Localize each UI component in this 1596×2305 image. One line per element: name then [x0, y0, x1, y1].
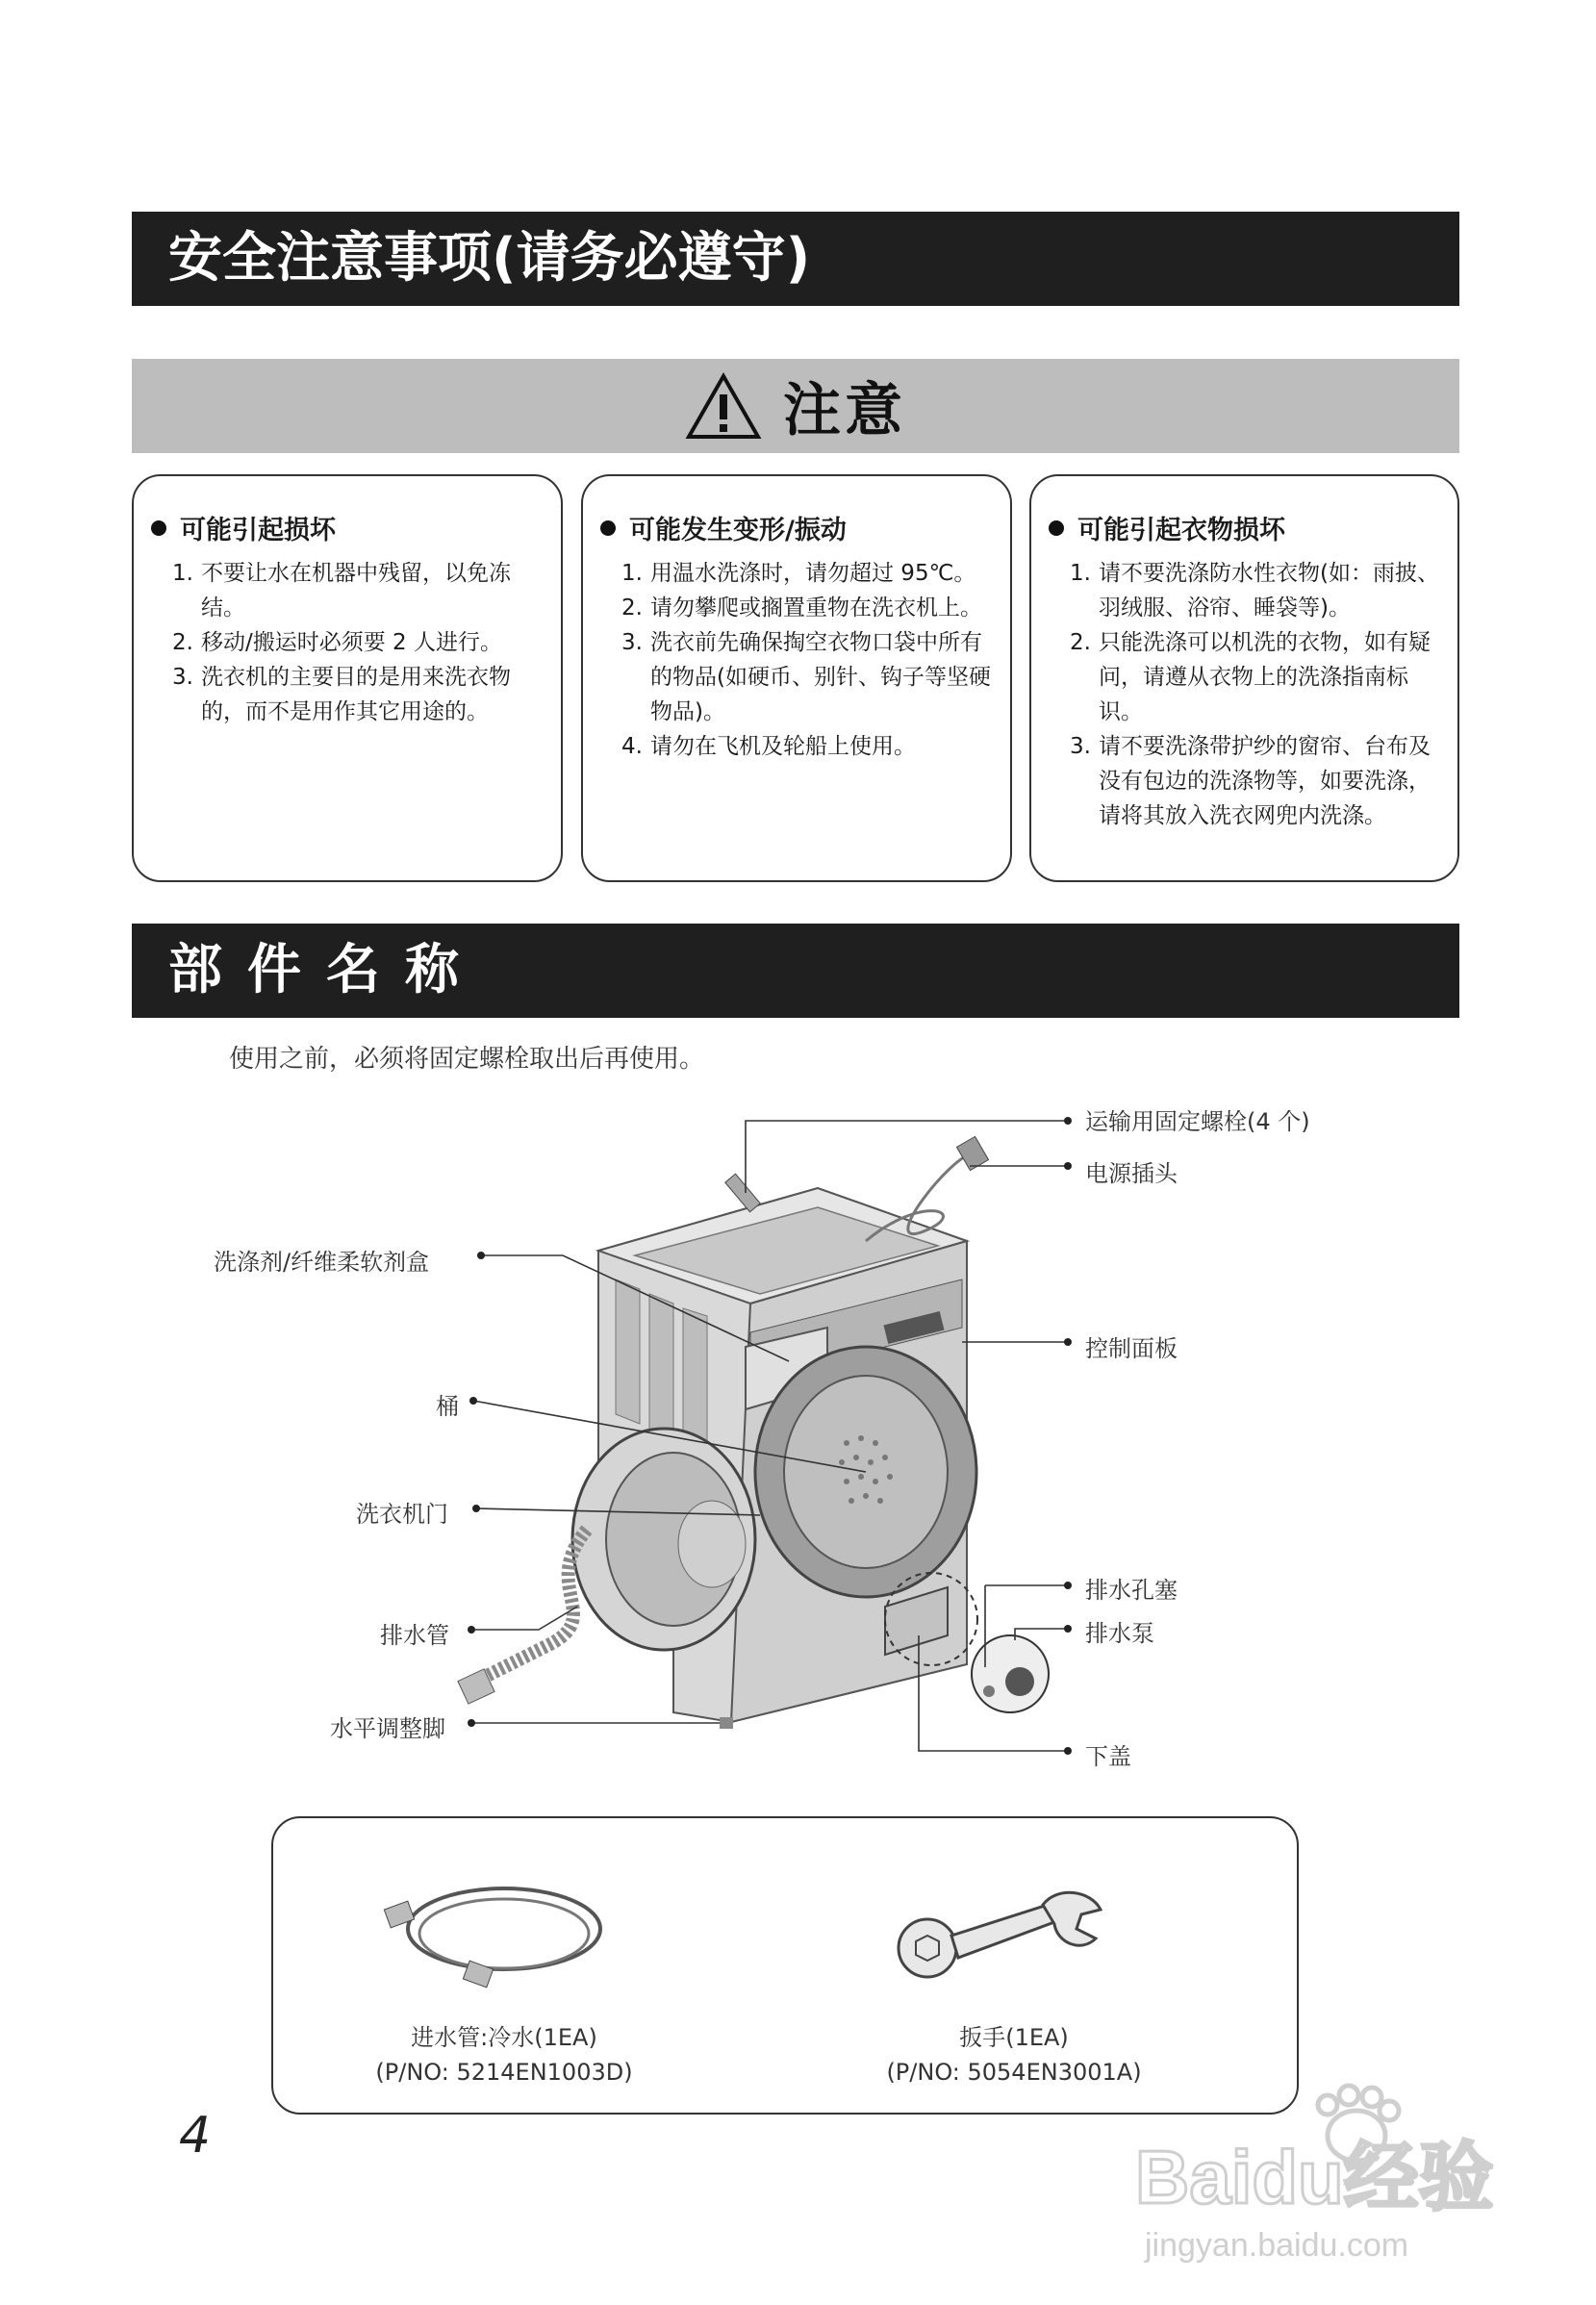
accessory-wrench — [870, 2020, 1158, 2090]
wrench-icon — [889, 1886, 1110, 1982]
baidu-paw-logo-icon — [1135, 2078, 1501, 2270]
label-drain-plug: 排水孔塞 — [1085, 1577, 1178, 1604]
list-item: 1. 请不要洗涤防水性衣物(如：雨披、羽绒服、浴帘、睡袋等)。 — [1070, 561, 1439, 621]
list-item: 3. 洗衣前先确保掏空衣物口袋中所有的物品(如硬币、别针、钩子等坚硬物品)。 — [621, 630, 991, 724]
label-tub: 桶 — [436, 1393, 459, 1420]
caution-box-heading: 可能引起损坏 — [151, 509, 544, 546]
accessory-name: 扳手(1EA) — [959, 2024, 1069, 2051]
baidu-watermark — [1135, 2078, 1501, 2274]
label-leveling-feet: 水平调整脚 — [330, 1715, 445, 1742]
label-door: 洗衣机门 — [356, 1501, 448, 1528]
water-hose-icon — [379, 1876, 610, 1991]
list-item: 3. 请不要洗涤带护纱的窗帘、台布及没有包边的洗涤物等，如要洗涤，请将其放入洗衣网兜内洗涤。 — [1070, 734, 1431, 828]
accessory-part-number: (P/NO: 5214EN1003D) — [375, 2059, 633, 2086]
list-item: 1. 用温水洗涤时，请勿超过 95℃。 — [621, 561, 976, 586]
parts-intro-text: 使用之前，必须将固定螺栓取出后再使用。 — [229, 1045, 705, 1074]
parts-section-title: 部件名称 — [132, 924, 1459, 1018]
list-item: 4. 请勿在飞机及轮船上使用。 — [621, 734, 916, 759]
safety-section-title: 安全注意事项(请务必遵守) — [132, 212, 1459, 306]
accessories-box — [271, 1816, 1299, 2115]
watermark-brand: Baidu经验 — [1135, 2135, 1494, 2219]
accessory-name: 进水管:冷水(1EA) — [411, 2024, 597, 2051]
label-control-panel: 控制面板 — [1085, 1335, 1178, 1362]
list-item: 1. 不要让水在机器中残留，以免冻结。 — [172, 561, 511, 621]
list-item: 2. 只能洗涤可以机洗的衣物，如有疑问，请遵从衣物上的洗涤指南标识。 — [1070, 630, 1431, 724]
label-lower-cover: 下盖 — [1085, 1743, 1131, 1770]
caution-label: 注意 — [783, 377, 906, 444]
caution-box-heading: 可能发生变形/振动 — [600, 509, 993, 546]
watermark-url: jingyan.baidu.com — [1145, 2227, 1409, 2264]
label-power-plug: 电源插头 — [1085, 1160, 1178, 1187]
page-number: 4 — [179, 2107, 212, 2165]
accessory-part-number: (P/NO: 5054EN3001A) — [886, 2059, 1142, 2086]
list-item: 2. 移动/搬运时必须要 2 人进行。 — [172, 630, 503, 655]
accessory-inlet-hose — [350, 2020, 658, 2090]
label-detergent-drawer: 洗涤剂/纤维柔软剂盒 — [214, 1249, 430, 1276]
caution-box-heading: 可能引起衣物损坏 — [1049, 509, 1440, 546]
label-transport-bolts: 运输用固定螺栓(4 个) — [1085, 1108, 1310, 1135]
label-drain-pump: 排水泵 — [1085, 1620, 1154, 1647]
list-item: 2. 请勿攀爬或搁置重物在洗衣机上。 — [621, 595, 982, 621]
label-drain-hose: 排水管 — [380, 1622, 449, 1649]
list-item: 3. 洗衣机的主要目的是用来洗衣物的，而不是用作其它用途的。 — [172, 665, 511, 724]
